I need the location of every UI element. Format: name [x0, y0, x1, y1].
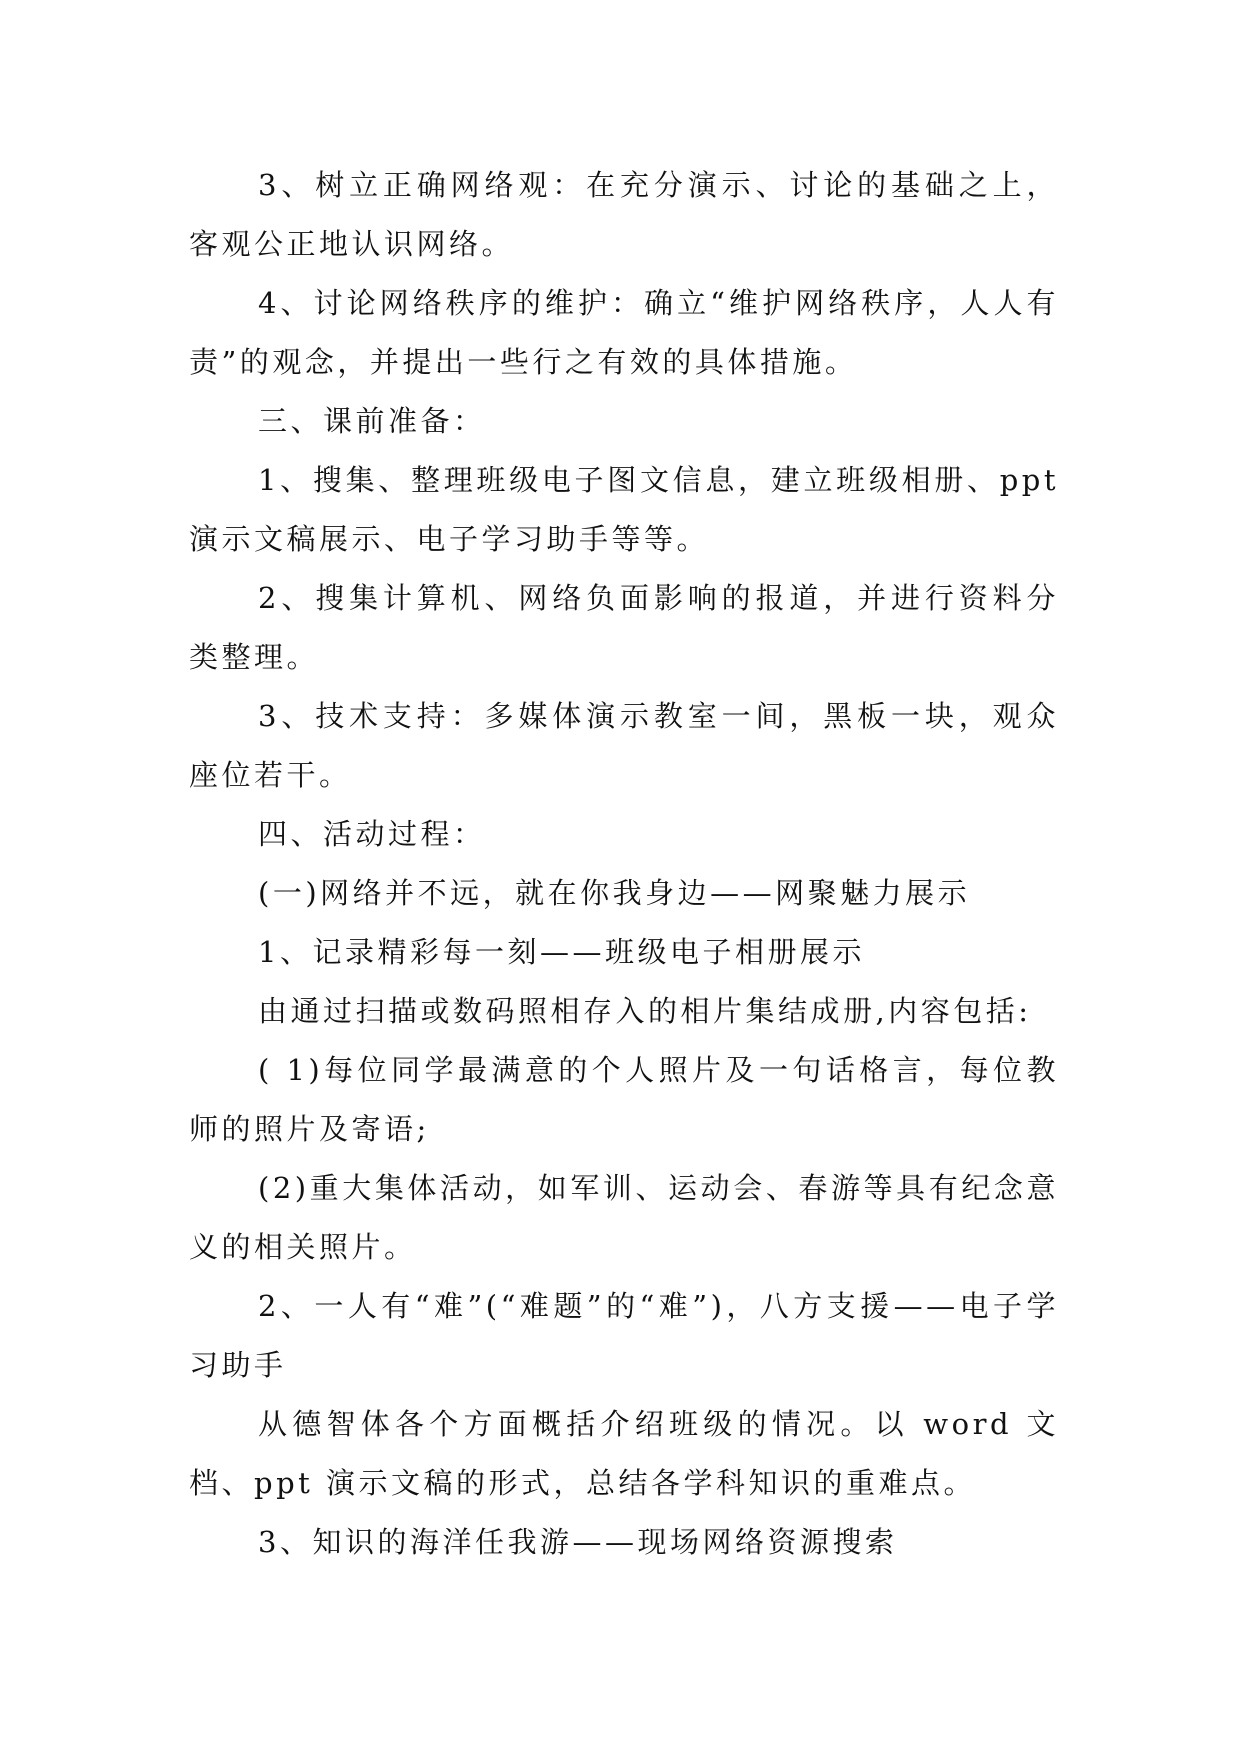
paragraph: 3、技术支持：多媒体演示教室一间，黑板一块，观众座位若干。 [189, 699, 1059, 792]
paragraph: 2、搜集计算机、网络负面影响的报道，并进行资料分类整理。 [189, 581, 1059, 674]
section-heading: 三、课前准备： [258, 404, 486, 438]
paragraph: 1、搜集、整理班级电子图文信息，建立班级相册、ppt演示文稿展示、电子学习助手等等。 [189, 463, 1059, 556]
paragraph: 从德智体各个方面概括介绍班级的情况。以 word 文档、ppt 演示文稿的形式，总结各学科知识的重难点。 [189, 1407, 1059, 1500]
subsection-heading: (一)网络并不远，就在你我身边——网聚魅力展示 [258, 876, 971, 910]
paragraph: 由通过扫描或数码照相存入的相片集结成册,内容包括: [258, 994, 1032, 1028]
list-item: ( 1)每位同学最满意的个人照片及一句话格言，每位教师的照片及寄语; [189, 1053, 1059, 1146]
document-body [189, 156, 1059, 1572]
paragraph: 4、讨论网络秩序的维护：确立“维护网络秩序，人人有责”的观念，并提出一些行之有效的具体措施。 [189, 286, 1059, 379]
paragraph: 3、知识的海洋任我游——现场网络资源搜索 [258, 1525, 898, 1559]
paragraph: 2、一人有“难”(“难题”的“难”)，八方支援——电子学习助手 [189, 1289, 1059, 1382]
paragraph: 1、记录精彩每一刻——班级电子相册展示 [258, 935, 865, 969]
section-heading: 四、活动过程： [258, 817, 486, 851]
paragraph: 3、树立正确网络观：在充分演示、讨论的基础之上，客观公正地认识网络。 [189, 168, 1059, 261]
list-item: (2)重大集体活动，如军训、运动会、春游等具有纪念意义的相关照片。 [189, 1171, 1059, 1264]
